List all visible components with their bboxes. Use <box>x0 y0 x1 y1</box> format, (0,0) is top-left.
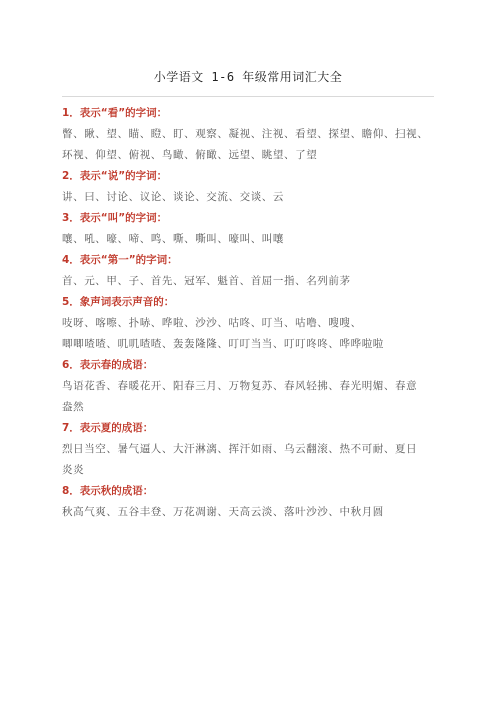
word-list-line: 讲、曰、讨论、议论、谈论、交流、交谈、云 <box>62 191 284 203</box>
word-list-line: 环视、仰望、俯视、鸟瞰、俯瞰、远望、眺望、了望 <box>62 149 318 161</box>
section-heading: 7．表示夏的成语： <box>62 422 154 434</box>
section-call-words <box>62 208 438 250</box>
section-summer-idioms <box>62 418 438 481</box>
word-list-line: 瞥、瞅、望、瞄、瞪、盯、观察、凝视、注视、看望、探望、瞻仰、扫视、 <box>62 128 429 140</box>
word-list-line: 盎然 <box>62 401 85 413</box>
word-list-line: 鸟语花香、春暖花开、阳春三月、万物复苏、春风轻拂、春光明媚、春意 <box>62 380 418 392</box>
section-heading: 3．表示“叫”的字词： <box>62 212 168 224</box>
section-spring-idioms <box>62 355 438 418</box>
word-list-line: 首、元、甲、子、首先、冠军、魁首、首屈一指、名列前茅 <box>62 275 351 287</box>
section-autumn-idioms <box>62 481 438 523</box>
document-title: 小学语文 1-6 年级常用词汇大全 <box>153 70 343 84</box>
section-heading: 5．象声词表示声音的： <box>62 296 175 308</box>
section-look-words <box>62 103 438 166</box>
section-heading: 2．表示“说”的字词： <box>62 170 168 182</box>
section-first-words <box>62 250 438 292</box>
title-divider <box>62 96 434 97</box>
word-list-line: 吱呀、喀嚓、扑哧、哗啦、沙沙、咕咚、叮当、咕噜、嗖嗖、 <box>62 317 362 329</box>
section-heading: 4．表示“第一”的字词： <box>62 254 178 266</box>
section-heading: 1．表示“看”的字词： <box>62 107 168 119</box>
section-onomatopoeia <box>62 292 438 355</box>
section-heading: 6．表示春的成语： <box>62 359 154 371</box>
word-list-line: 嚷、吼、嚎、啼、鸣、嘶、嘶叫、嚎叫、叫嚷 <box>62 233 284 245</box>
section-say-words <box>62 166 438 208</box>
word-list-line: 烈日当空、暑气逼人、大汗淋漓、挥汗如雨、乌云翻滚、热不可耐、夏日 <box>62 443 418 455</box>
document-body <box>62 103 438 523</box>
section-heading: 8．表示秋的成语： <box>62 485 154 497</box>
word-list-line: 唧唧喳喳、叽叽喳喳、轰轰隆隆、叮叮当当、叮叮咚咚、哗哗啦啦 <box>62 338 384 350</box>
word-list-line: 炎炎 <box>62 464 85 476</box>
word-list-line: 秋高气爽、五谷丰登、万花凋谢、天高云淡、落叶沙沙、中秋月圆 <box>62 506 384 518</box>
